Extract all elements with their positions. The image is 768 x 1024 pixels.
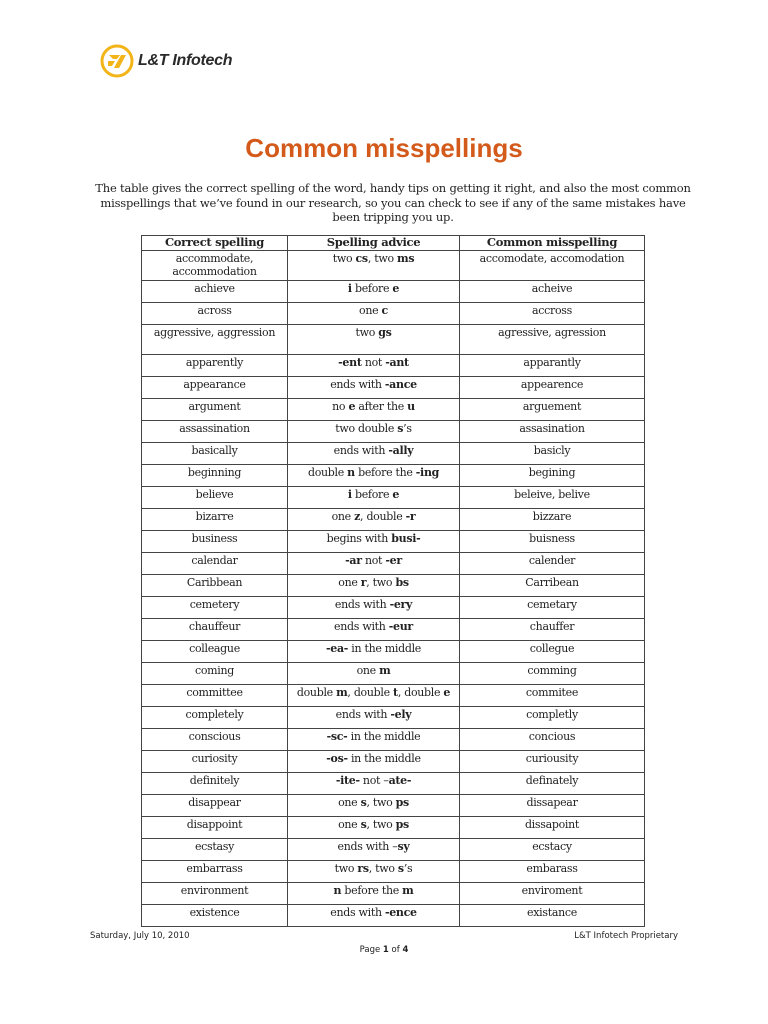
advice-emphasis: -er <box>385 554 402 567</box>
cell-common-misspelling: calender <box>460 553 645 575</box>
table-row <box>142 751 645 773</box>
table-row <box>142 465 645 487</box>
advice-text: before the <box>341 884 403 897</box>
table-row <box>142 303 645 325</box>
advice-text: , two <box>366 796 396 809</box>
cell-correct-spelling: apparently <box>142 355 288 377</box>
cell-correct-spelling: bizarre <box>142 509 288 531</box>
cell-spelling-advice <box>288 465 460 487</box>
cell-common-misspelling: collegue <box>460 641 645 663</box>
advice-emphasis: i <box>347 282 352 295</box>
table-row <box>142 509 645 531</box>
header-spelling-advice: Spelling advice <box>288 236 460 251</box>
cell-common-misspelling: apparantly <box>460 355 645 377</box>
cell-spelling-advice <box>288 773 460 795</box>
table-row <box>142 861 645 883</box>
advice-emphasis: gs <box>378 326 392 339</box>
advice-text: , double <box>397 686 444 699</box>
table-row <box>142 817 645 839</box>
header-common-misspelling: Common misspelling <box>460 236 645 251</box>
advice-text: , two <box>367 252 397 265</box>
advice-text: ’s <box>403 862 413 875</box>
advice-emphasis: n <box>347 466 355 479</box>
cell-common-misspelling: accomodate, accomodation <box>460 251 645 281</box>
cell-correct-spelling: believe <box>142 487 288 509</box>
cell-spelling-advice <box>288 729 460 751</box>
cell-correct-spelling: accommodate, accommodation <box>142 251 288 281</box>
footer-date: Saturday, July 10, 2010 <box>90 931 190 941</box>
cell-common-misspelling: buisness <box>460 531 645 553</box>
cell-correct-spelling: cemetery <box>142 597 288 619</box>
advice-emphasis: r <box>360 576 367 589</box>
cell-spelling-advice <box>288 303 460 325</box>
cell-correct-spelling: curiosity <box>142 751 288 773</box>
advice-text: begins with <box>326 532 392 545</box>
cell-common-misspelling: Carribean <box>460 575 645 597</box>
page-of: of <box>388 945 403 955</box>
advice-emphasis: e <box>392 488 400 501</box>
advice-text: in the middle <box>348 642 422 655</box>
cell-spelling-advice <box>288 509 460 531</box>
advice-text: ’s <box>403 422 412 435</box>
cell-common-misspelling: enviroment <box>460 883 645 905</box>
table-row <box>142 641 645 663</box>
cell-common-misspelling: ecstacy <box>460 839 645 861</box>
cell-spelling-advice <box>288 355 460 377</box>
advice-emphasis: -ar <box>345 554 362 567</box>
table-row <box>142 619 645 641</box>
cell-correct-spelling: environment <box>142 883 288 905</box>
advice-text: , two <box>366 818 396 831</box>
advice-text: before <box>351 282 393 295</box>
cell-spelling-advice <box>288 817 460 839</box>
table-row <box>142 487 645 509</box>
advice-text: in the middle <box>347 752 421 765</box>
cell-spelling-advice <box>288 377 460 399</box>
cell-spelling-advice <box>288 251 460 281</box>
advice-emphasis: bs <box>395 576 409 589</box>
page-current: 1 <box>382 945 389 955</box>
cell-common-misspelling: commitee <box>460 685 645 707</box>
table-row <box>142 839 645 861</box>
advice-text: two <box>332 252 356 265</box>
lt-logo-icon <box>100 44 134 78</box>
cell-correct-spelling: Caribbean <box>142 575 288 597</box>
advice-text: ends with <box>330 378 385 391</box>
advice-text: one <box>331 510 355 523</box>
cell-common-misspelling: cemetary <box>460 597 645 619</box>
cell-spelling-advice <box>288 641 460 663</box>
cell-spelling-advice <box>288 905 460 927</box>
page-total: 4 <box>402 945 409 955</box>
advice-emphasis: -eur <box>388 620 413 633</box>
advice-emphasis: -r <box>405 510 416 523</box>
intro-paragraph: The table gives the correct spelling of the word, handy tips on getting it right, and also the most common misspellings that we’ve found in our research, so you can check to see if any of the same mistakes have been tripping you up. <box>95 181 691 224</box>
cell-spelling-advice <box>288 399 460 421</box>
cell-spelling-advice <box>288 443 460 465</box>
cell-common-misspelling: dissapoint <box>460 817 645 839</box>
advice-emphasis: z <box>354 510 361 523</box>
cell-correct-spelling: beginning <box>142 465 288 487</box>
table-row <box>142 597 645 619</box>
advice-text: , double <box>347 686 394 699</box>
cell-spelling-advice <box>288 619 460 641</box>
advice-text: no <box>332 400 349 413</box>
advice-emphasis: -sc- <box>326 730 348 743</box>
cell-correct-spelling: aggressive, aggression <box>142 325 288 355</box>
cell-correct-spelling: assassination <box>142 421 288 443</box>
advice-text: two <box>334 862 358 875</box>
cell-correct-spelling: existence <box>142 905 288 927</box>
advice-emphasis: ms <box>396 252 415 265</box>
table-row <box>142 355 645 377</box>
table-row <box>142 251 645 281</box>
advice-text: , two <box>368 862 398 875</box>
cell-spelling-advice <box>288 597 460 619</box>
cell-common-misspelling: chauffer <box>460 619 645 641</box>
advice-emphasis: ps <box>395 796 409 809</box>
table-row <box>142 531 645 553</box>
table-row <box>142 905 645 927</box>
table-row <box>142 281 645 303</box>
table-row <box>142 575 645 597</box>
advice-emphasis: s <box>397 862 404 875</box>
advice-emphasis: -os- <box>326 752 348 765</box>
advice-emphasis: -ance <box>384 378 417 391</box>
advice-text: not <box>361 356 386 369</box>
advice-emphasis: cs <box>355 252 368 265</box>
cell-correct-spelling: chauffeur <box>142 619 288 641</box>
advice-text: after the <box>355 400 408 413</box>
advice-text: one <box>338 576 361 589</box>
cell-spelling-advice <box>288 883 460 905</box>
advice-emphasis: -ence <box>384 906 417 919</box>
cell-common-misspelling: embarass <box>460 861 645 883</box>
cell-correct-spelling: argument <box>142 399 288 421</box>
advice-emphasis: t <box>393 686 398 699</box>
cell-spelling-advice <box>288 839 460 861</box>
cell-common-misspelling: concious <box>460 729 645 751</box>
cell-correct-spelling: achieve <box>142 281 288 303</box>
table-row <box>142 377 645 399</box>
advice-text: one <box>356 664 380 677</box>
table-body <box>142 251 645 927</box>
cell-common-misspelling: accross <box>460 303 645 325</box>
advice-emphasis: c <box>381 304 388 317</box>
table-row <box>142 663 645 685</box>
cell-spelling-advice <box>288 531 460 553</box>
advice-text: one <box>359 304 382 317</box>
table-row <box>142 795 645 817</box>
table-row <box>142 399 645 421</box>
advice-text: ends with <box>333 444 389 457</box>
advice-emphasis: s <box>360 818 367 831</box>
advice-text: ends with <box>330 906 385 919</box>
cell-common-misspelling: begining <box>460 465 645 487</box>
header-correct-spelling: Correct spelling <box>142 236 288 251</box>
cell-spelling-advice <box>288 795 460 817</box>
footer-proprietary: L&T Infotech Proprietary <box>574 931 678 941</box>
advice-emphasis: e <box>348 400 356 413</box>
advice-emphasis: m <box>379 664 391 677</box>
advice-text: ends with – <box>337 840 398 853</box>
table-row <box>142 883 645 905</box>
advice-text: double <box>307 466 348 479</box>
cell-common-misspelling: basicly <box>460 443 645 465</box>
advice-text: before the <box>354 466 416 479</box>
table-header-row <box>142 236 645 251</box>
cell-common-misspelling: appearence <box>460 377 645 399</box>
advice-emphasis: -ant <box>385 356 409 369</box>
advice-emphasis: -ely <box>390 708 412 721</box>
cell-spelling-advice <box>288 325 460 355</box>
advice-emphasis: busi- <box>391 532 421 545</box>
advice-text: not – <box>359 774 389 787</box>
advice-emphasis: ps <box>395 818 409 831</box>
advice-text: not <box>361 554 386 567</box>
advice-emphasis: m <box>336 686 348 699</box>
advice-emphasis: rs <box>357 862 369 875</box>
cell-spelling-advice <box>288 553 460 575</box>
cell-common-misspelling: bizzare <box>460 509 645 531</box>
cell-correct-spelling: ecstasy <box>142 839 288 861</box>
advice-emphasis: -ally <box>388 444 414 457</box>
cell-correct-spelling: basically <box>142 443 288 465</box>
cell-common-misspelling: dissapear <box>460 795 645 817</box>
table-row <box>142 685 645 707</box>
advice-emphasis: e <box>392 282 400 295</box>
advice-text: ends with <box>335 708 391 721</box>
table-row <box>142 553 645 575</box>
advice-text: double <box>296 686 337 699</box>
advice-text: in the middle <box>347 730 421 743</box>
cell-spelling-advice <box>288 751 460 773</box>
advice-emphasis: u <box>407 400 415 413</box>
advice-emphasis: -ery <box>389 598 413 611</box>
advice-emphasis: s <box>397 422 404 435</box>
advice-text: one <box>338 818 361 831</box>
cell-common-misspelling: assasination <box>460 421 645 443</box>
table-row <box>142 773 645 795</box>
page-number <box>0 945 768 955</box>
cell-correct-spelling: across <box>142 303 288 325</box>
advice-emphasis: -ing <box>415 466 440 479</box>
cell-correct-spelling: colleague <box>142 641 288 663</box>
advice-text: ends with <box>334 620 389 633</box>
company-logo <box>100 44 232 78</box>
advice-text: , two <box>366 576 396 589</box>
cell-correct-spelling: calendar <box>142 553 288 575</box>
advice-emphasis: s <box>360 796 367 809</box>
cell-spelling-advice <box>288 663 460 685</box>
logo-text: L&T Infotech <box>138 52 233 69</box>
advice-emphasis: i <box>347 488 352 501</box>
cell-correct-spelling: completely <box>142 707 288 729</box>
cell-correct-spelling: disappoint <box>142 817 288 839</box>
cell-common-misspelling: agressive, agression <box>460 325 645 355</box>
advice-emphasis: e <box>443 686 451 699</box>
advice-text: before <box>351 488 393 501</box>
advice-text: ends with <box>334 598 390 611</box>
table-row <box>142 443 645 465</box>
cell-spelling-advice <box>288 861 460 883</box>
cell-correct-spelling: business <box>142 531 288 553</box>
cell-spelling-advice <box>288 707 460 729</box>
misspellings-table <box>141 235 645 927</box>
cell-correct-spelling: disappear <box>142 795 288 817</box>
advice-text: , double <box>360 510 406 523</box>
cell-common-misspelling: existance <box>460 905 645 927</box>
document-title: Common misspellings <box>245 133 523 163</box>
cell-spelling-advice <box>288 575 460 597</box>
advice-emphasis: m <box>402 884 414 897</box>
cell-spelling-advice <box>288 487 460 509</box>
cell-common-misspelling: completly <box>460 707 645 729</box>
cell-common-misspelling: arguement <box>460 399 645 421</box>
advice-emphasis: -ent <box>338 356 362 369</box>
cell-spelling-advice <box>288 421 460 443</box>
cell-correct-spelling: committee <box>142 685 288 707</box>
advice-text: one <box>338 796 361 809</box>
cell-common-misspelling: beleive, belive <box>460 487 645 509</box>
advice-emphasis: ate- <box>388 774 412 787</box>
page-prefix: Page <box>359 945 383 955</box>
cell-common-misspelling: acheive <box>460 281 645 303</box>
cell-correct-spelling: appearance <box>142 377 288 399</box>
cell-correct-spelling: embarrass <box>142 861 288 883</box>
table-row <box>142 707 645 729</box>
cell-spelling-advice <box>288 281 460 303</box>
advice-emphasis: -ea- <box>325 642 349 655</box>
table-row <box>142 421 645 443</box>
cell-correct-spelling: coming <box>142 663 288 685</box>
cell-correct-spelling: definitely <box>142 773 288 795</box>
cell-common-misspelling: comming <box>460 663 645 685</box>
advice-text: two <box>355 326 379 339</box>
advice-emphasis: sy <box>397 840 410 853</box>
advice-emphasis: n <box>333 884 342 897</box>
table-row <box>142 325 645 355</box>
cell-spelling-advice <box>288 685 460 707</box>
cell-common-misspelling: curiousity <box>460 751 645 773</box>
table-row <box>142 729 645 751</box>
advice-emphasis: -ite- <box>335 774 360 787</box>
cell-correct-spelling: conscious <box>142 729 288 751</box>
advice-text: two double <box>335 422 398 435</box>
cell-common-misspelling: definately <box>460 773 645 795</box>
